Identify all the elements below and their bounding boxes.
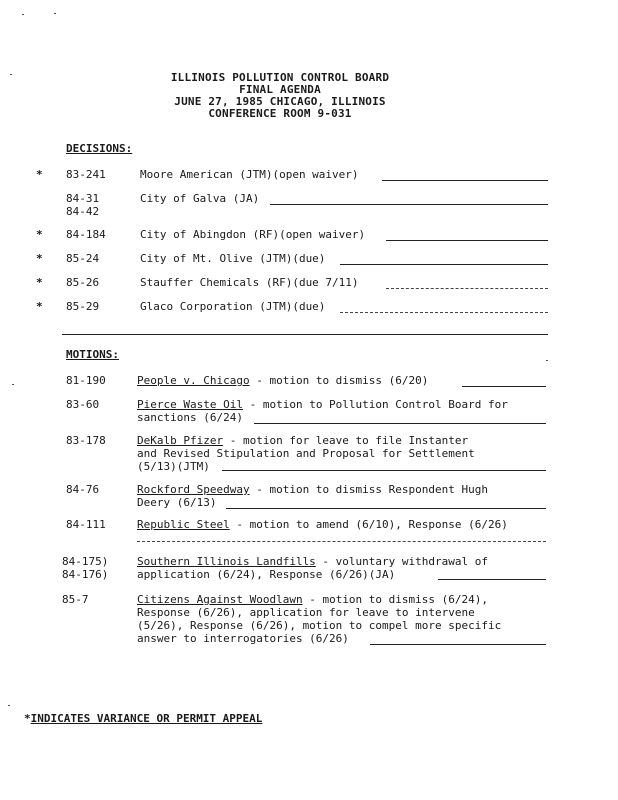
fill-line (370, 644, 546, 645)
decision-text: City of Abingdon (RF)(open waiver) (140, 228, 366, 241)
decision-text: City of Galva (JA) (140, 192, 260, 205)
fill-line (222, 470, 546, 471)
variance-star: * (36, 228, 43, 241)
decision-text: City of Mt. Olive (JTM)(due) (140, 252, 326, 265)
variance-star: * (36, 276, 43, 289)
motion-text: - motion to dismiss (6/20) (249, 374, 429, 387)
fill-line (226, 508, 546, 509)
section-divider (62, 334, 548, 335)
scan-speck (12, 384, 14, 385)
docket-number: 81-190 (66, 374, 106, 387)
docket-number: 84-76 (66, 483, 100, 496)
footer-legend (24, 712, 262, 725)
motion-text: - motion to Pollution Control Board for sanctions (6/24) (137, 398, 508, 424)
docket-number: 84-111 (66, 518, 106, 531)
decision-text: Moore American (JTM)(open waiver) (140, 168, 359, 181)
docket-number: 83-178 (66, 434, 106, 447)
agenda-header-room: CONFERENCE ROOM 9-031 (208, 107, 352, 120)
fill-line (386, 288, 548, 289)
agenda-header-board: ILLINOIS POLLUTION CONTROL BOARD (170, 71, 390, 84)
agenda-header-title: FINAL AGENDA (239, 83, 321, 96)
fill-line (438, 579, 546, 580)
case-title: Southern Illinois Landfills (137, 555, 316, 568)
docket-number: 85-7 (62, 593, 89, 606)
docket-number: 83-60 (66, 398, 100, 411)
motion-text: - voluntary withdrawal of application (6/24), Response (6/26)(JA) (137, 555, 488, 581)
fill-line (382, 180, 548, 181)
motions-heading: MOTIONS: (66, 348, 119, 361)
decision-text: Glaco Corporation (JTM)(due) (140, 300, 326, 313)
agenda-header-date: JUNE 27, 1985 CHICAGO, ILLINOIS (174, 95, 386, 108)
variance-star: * (36, 252, 43, 265)
decisions-heading: DECISIONS: (66, 142, 133, 155)
fill-line (340, 312, 548, 313)
variance-star: * (36, 168, 43, 181)
docket-number: 84-184 (66, 228, 106, 241)
fill-line (340, 264, 548, 265)
fill-line (462, 386, 546, 387)
case-title: DeKalb Pfizer (137, 434, 224, 447)
case-title: Rockford Speedway (137, 483, 250, 496)
case-title: Pierce Waste Oil (137, 398, 243, 411)
motion-text: - motion to amend (6/10), Response (6/26) (229, 518, 508, 531)
docket-number: 85-24 (66, 252, 100, 265)
fill-line (254, 423, 546, 424)
variance-star: * (36, 300, 43, 313)
scan-speck (546, 360, 548, 361)
fill-line (270, 204, 548, 205)
footer-text: INDICATES VARIANCE OR PERMIT APPEAL (30, 712, 263, 725)
case-title: People v. Chicago (137, 374, 250, 387)
docket-number: 85-26 (66, 276, 100, 289)
docket-number: 83-241 (66, 168, 106, 181)
motion-text: - motion to dismiss Respondent Hugh Deery (6/13) (137, 483, 489, 509)
scan-speck (8, 705, 10, 706)
decision-text: Stauffer Chemicals (RF)(due 7/11) (140, 276, 359, 289)
motion-text: - motion to dismiss (6/24), Response (6/26), application for leave to intervene (5/26), Response (6/26), motion to compel more specific answer to interrogatories (6/26) (137, 593, 502, 645)
case-title: Citizens Against Woodlawn (137, 593, 303, 606)
fill-line (386, 240, 548, 241)
fill-line (137, 541, 546, 542)
docket-number: 84-31 84-42 (66, 192, 100, 218)
variance-star: * (24, 712, 31, 725)
docket-number: 85-29 (66, 300, 100, 313)
motion-text: - motion for leave to file Instanter and Revised Stipulation and Proposal for Settlement (5/13)(JTM) (137, 434, 475, 473)
case-title: Republic Steel (137, 518, 230, 531)
scan-speck (22, 14, 24, 15)
scan-speck (54, 13, 56, 14)
docket-number: 84-175) 84-176) (62, 555, 109, 581)
